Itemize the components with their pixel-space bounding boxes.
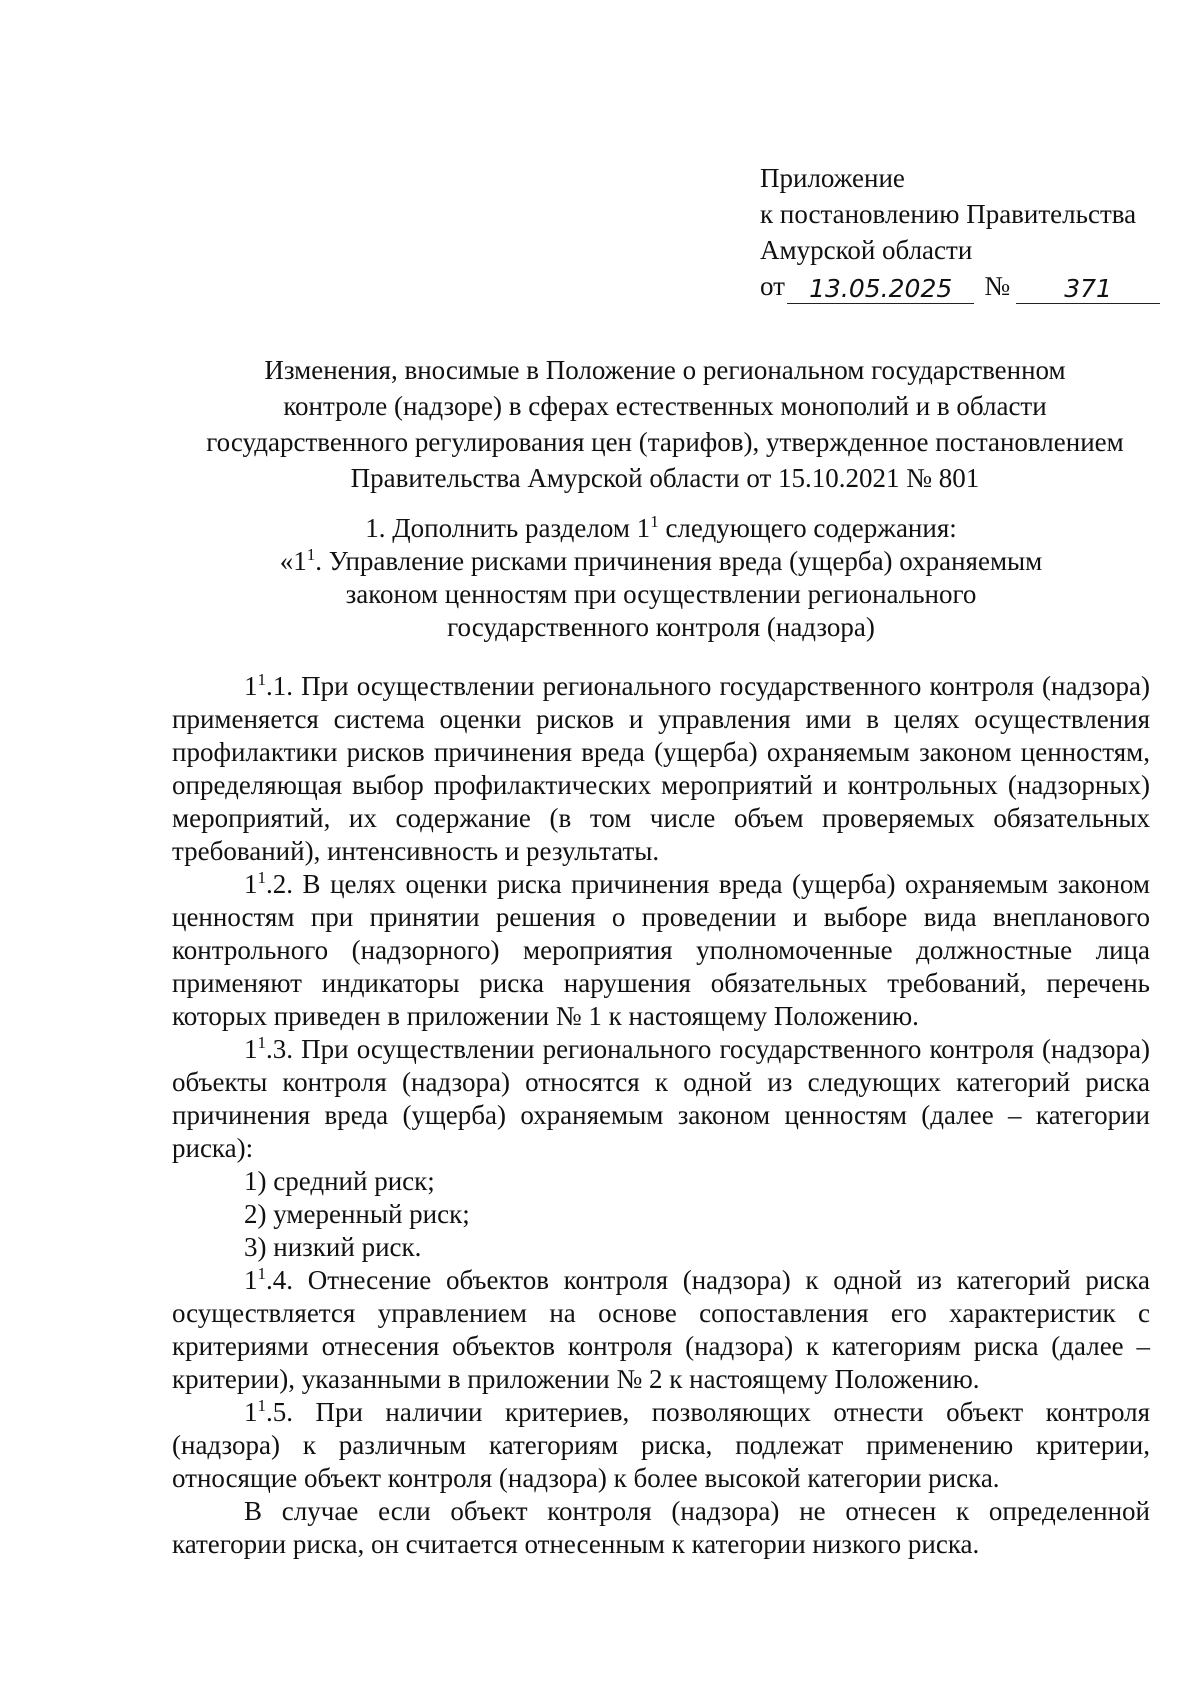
- intro-text-after: следующего содержания:: [658, 513, 957, 543]
- p4-num: 1: [244, 1265, 258, 1295]
- p2-text: .2. В целях оценки риска причинения вреда (ущерба) охраняемым законом ценностям при принятии решения о проведении и выборе вида внепланового контрольного (надзорного) мероприятия уполномоченные должностные лица применяют индикаторы риска нарушения обязательных требований, перечень которых приведен в приложении № 1 к настоящему Положению.: [172, 869, 1150, 1031]
- heading-sup: 1: [306, 545, 316, 564]
- document-title: [175, 352, 1155, 496]
- paragraph-1-1: [172, 670, 1150, 868]
- p5-num: 1: [244, 1397, 258, 1427]
- header-date-number-row: [760, 268, 1160, 304]
- paragraph-low-risk-default: В случае если объект контроля (надзора) не отнесен к определенной категории риска, он считается отнесенным к категории низкого риска.: [172, 1496, 1150, 1559]
- header-line-resolution: к постановлению Правительства: [760, 199, 1137, 229]
- title-line-3: государственного регулирования цен (тарифов), утвержденное постановлением: [206, 427, 1124, 457]
- p2-sup: 1: [257, 868, 266, 887]
- handwritten-number: 371: [1016, 275, 1160, 304]
- p1-sup: 1: [257, 670, 266, 689]
- heading-text: . Управление рисками причинения вреда (ущерба) охраняемым: [315, 546, 1043, 576]
- p3-sup: 1: [257, 1033, 266, 1052]
- date-prefix: от: [760, 271, 785, 301]
- section-heading-line-2: законом ценностям при осуществлении регионального: [345, 579, 977, 609]
- section-heading-line-1: [172, 545, 1150, 578]
- heading-open: «1: [279, 546, 307, 576]
- handwritten-date: 13.05.2025: [787, 275, 974, 304]
- p3-num: 1: [244, 1034, 258, 1064]
- p3-text: .3. При осуществлении регионального государственного контроля (надзора) объекты контроля (надзора) относятся к одной из следующих категорий риска причинения вреда (ущерба) охраняемым законом ценностям (далее – категории риска):: [172, 1034, 1150, 1163]
- document-body: [172, 512, 1150, 1561]
- title-line-4: Правительства Амурской области от 15.10.2021 № 801: [350, 463, 980, 493]
- risk-list-item: 3) низкий риск.: [244, 1232, 422, 1262]
- risk-list-item: 2) умеренный риск;: [244, 1199, 470, 1229]
- section-intro-line: [172, 512, 1150, 545]
- section-intro: [172, 512, 1150, 644]
- title-line-1: Изменения, вносимые в Положение о региональном государственном: [264, 355, 1066, 385]
- number-prefix: №: [984, 271, 1011, 301]
- p5-sup: 1: [257, 1396, 266, 1415]
- paragraph-1-2: [172, 868, 1150, 1033]
- p2-num: 1: [244, 869, 258, 899]
- section-heading-line-3: государственного контроля (надзора): [447, 612, 875, 642]
- p1-num: 1: [244, 671, 258, 701]
- p4-text: .4. Отнесение объектов контроля (надзора) к одной из категорий риска осуществляется управлением на основе сопоставления его характеристик с критериями отнесения объектов контроля (надзора) к категориям риска (далее – критерии), указанными в приложении № 2 к настоящему Положению.: [172, 1265, 1150, 1394]
- p5-text: .5. При наличии критериев, позволяющих отнести объект контроля (надзора) к различным категориям риска, подлежат применению критерии, относящие объект контроля (надзора) к более высокой категории риска.: [172, 1397, 1150, 1493]
- p4-sup: 1: [257, 1264, 266, 1283]
- header-line-region: Амурской области: [760, 235, 973, 265]
- risk-list-item: 1) средний риск;: [244, 1166, 435, 1196]
- title-line-2: контроле (надзоре) в сферах естественных монополий и в области: [283, 391, 1047, 421]
- intro-sup: 1: [650, 512, 659, 531]
- paragraph-1-3: [172, 1033, 1150, 1165]
- intro-text: 1. Дополнить разделом 1: [365, 513, 651, 543]
- attachment-header: [760, 160, 1160, 304]
- p1-text: .1. При осуществлении регионального государственного контроля (надзора) применяется система оценки рисков и управления ими в целях осуществления профилактики рисков причинения вреда (ущерба) охраняемым законом ценностям, определяющая выбор профилактических мероприятий и контрольных (надзорных) мероприятий, их содержание (в том числе объем проверяемых обязательных требований), интенсивность и результаты.: [172, 671, 1150, 866]
- paragraph-1-4: [172, 1264, 1150, 1396]
- header-line-attachment: Приложение: [760, 163, 905, 193]
- paragraph-1-5: [172, 1396, 1150, 1495]
- spacer: [172, 644, 1150, 670]
